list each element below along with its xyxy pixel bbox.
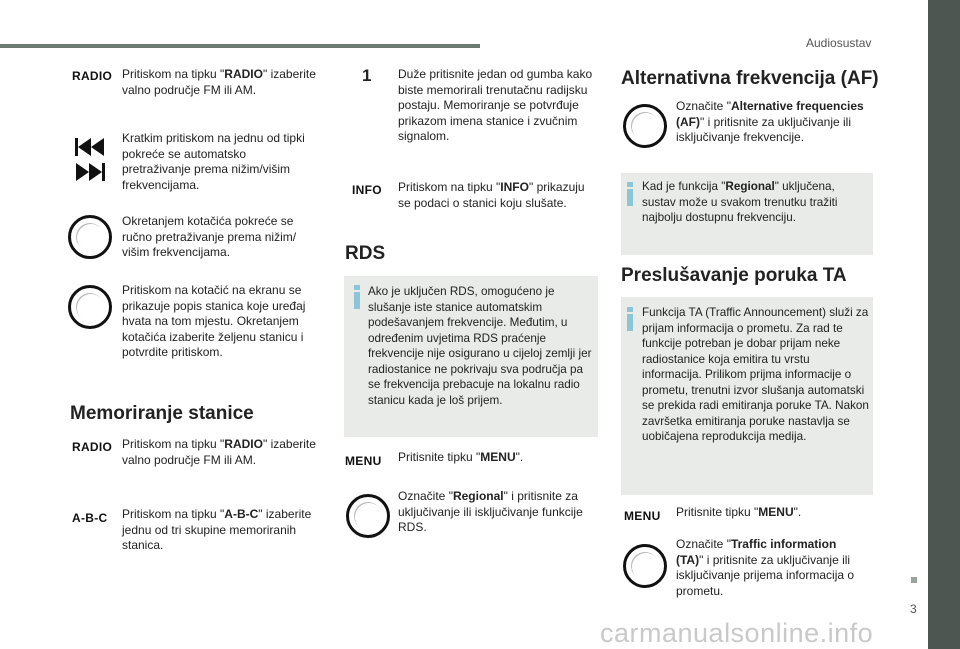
section-title: Audiosustav (806, 36, 872, 50)
menu-instruction: Pritisnite tipku "MENU". (398, 450, 524, 464)
rds-note-text: Ako je uključen RDS, omogućeno je slušanje iste stanice automatskim podešavanjem frekvencije. Međutim, u određenim uvjetima RDS praćenje frekvencije nije osigurano u cijeloj zemlji jer radiostanice ne pokrivaju sva područja pa se frekvencija prebacuje na lokalnu radio stanicu kada je loš prijem. (368, 285, 592, 407)
af-instruction: Označite "Alternative frequencies (AF)" i pritisnite za uključivanje ili isključivanje frekvencije. (676, 99, 864, 144)
rds-note (344, 276, 598, 437)
knob-icon (623, 104, 667, 148)
heading-rds: RDS (345, 243, 386, 264)
knob-icon (623, 544, 667, 588)
menu-instruction: Pritisnite tipku "MENU". (676, 505, 802, 519)
abc-instruction: Pritiskom na tipku "A-B-C" izaberite jednu od tri skupine memoriranih stanica. (122, 507, 312, 552)
header-rule (0, 44, 480, 48)
radio-key-label: RADIO (72, 440, 113, 454)
ta-note-text: Funkcija TA (Traffic Announcement) služi za prijam informacija o prometu. Za rad te funkcije potreban je dobar prijam neke radiostanice koja emitira tu vrstu informacija. Prilikom prijma informacije o prometu, trenutni izvor slušanja automatski se prekida radi emitiranja poruke TA. Nakon završetka emitiranja poruke nastavlja se uobičajena reprodukcija medija. (642, 306, 869, 443)
radio-memorize-instruction: Pritiskom na tipku "RADIO" izaberite valno područje FM ili AM. (122, 437, 316, 467)
page-number: 3 (910, 602, 917, 616)
af-note-text: Kad je funkcija "Regional" uključena, sustav može u svakom trenutku tražiti najbolju dostupnu frekvenciju. (642, 180, 838, 224)
menu-key-label: MENU (624, 509, 661, 523)
regional-instruction: Označite "Regional" i pritisnite za uključivanje ili isključivanje funkcije RDS. (398, 489, 583, 534)
info-key-label: INFO (352, 183, 382, 197)
info-note-icon (627, 307, 633, 331)
knob-turn-instruction: Okretanjem kotačića pokreće se ručno pretraživanje prema nižim/ višim frekvencijama. (122, 214, 297, 259)
info-instruction: Pritiskom na tipku "INFO" prikazuju se podaci o stanici koju slušate. (398, 180, 585, 210)
watermark: carmanualsonline.info (600, 618, 874, 648)
knob-press-instruction: Pritiskom na kotačić na ekranu se prikazuje popis stanica koje uređaj hvata na tom mjestu. Okretanjem kotačića izaberite željenu stanicu i potvrdite pritiskom. (122, 283, 306, 359)
info-note-icon (627, 182, 633, 206)
page-marker (911, 577, 917, 583)
seek-back-icon (74, 136, 106, 163)
af-note (621, 173, 873, 255)
abc-key-label: A-B-C (72, 511, 108, 525)
radio-key-label: RADIO (72, 69, 113, 83)
seek-instruction: Kratkim pritiskom na jednu od tipki pokreće se automatsko pretraživanje prema nižim/višim frekvencijama. (122, 131, 305, 192)
ta-instruction: Označite "Traffic information (TA)" i pritisnite za uključivanje ili isključivanje prijema informacija o prometu. (676, 537, 855, 598)
side-tab (928, 0, 960, 649)
heading-ta: Preslušavanje poruka TA (621, 265, 847, 286)
knob-icon (68, 215, 112, 259)
radio-instruction: Pritiskom na tipku "RADIO" izaberite valno područje FM ili AM. (122, 67, 316, 97)
knob-icon (68, 285, 112, 329)
preset-key-label: 1 (362, 66, 372, 85)
knob-icon (346, 494, 390, 538)
menu-key-label: MENU (345, 454, 382, 468)
info-note-icon (354, 285, 360, 309)
preset-instruction: Duže pritisnite jedan od gumba kako biste memorirali trenutačnu radijsku postaju. Memoriranje se potvrđuje prikazom imena stanice i zvučnim signalom. (398, 67, 593, 143)
seek-forward-icon (74, 161, 106, 188)
heading-memorize: Memoriranje stanice (70, 403, 254, 424)
heading-af: Alternativna frekvencija (AF) (621, 68, 879, 89)
ta-note (621, 297, 873, 495)
